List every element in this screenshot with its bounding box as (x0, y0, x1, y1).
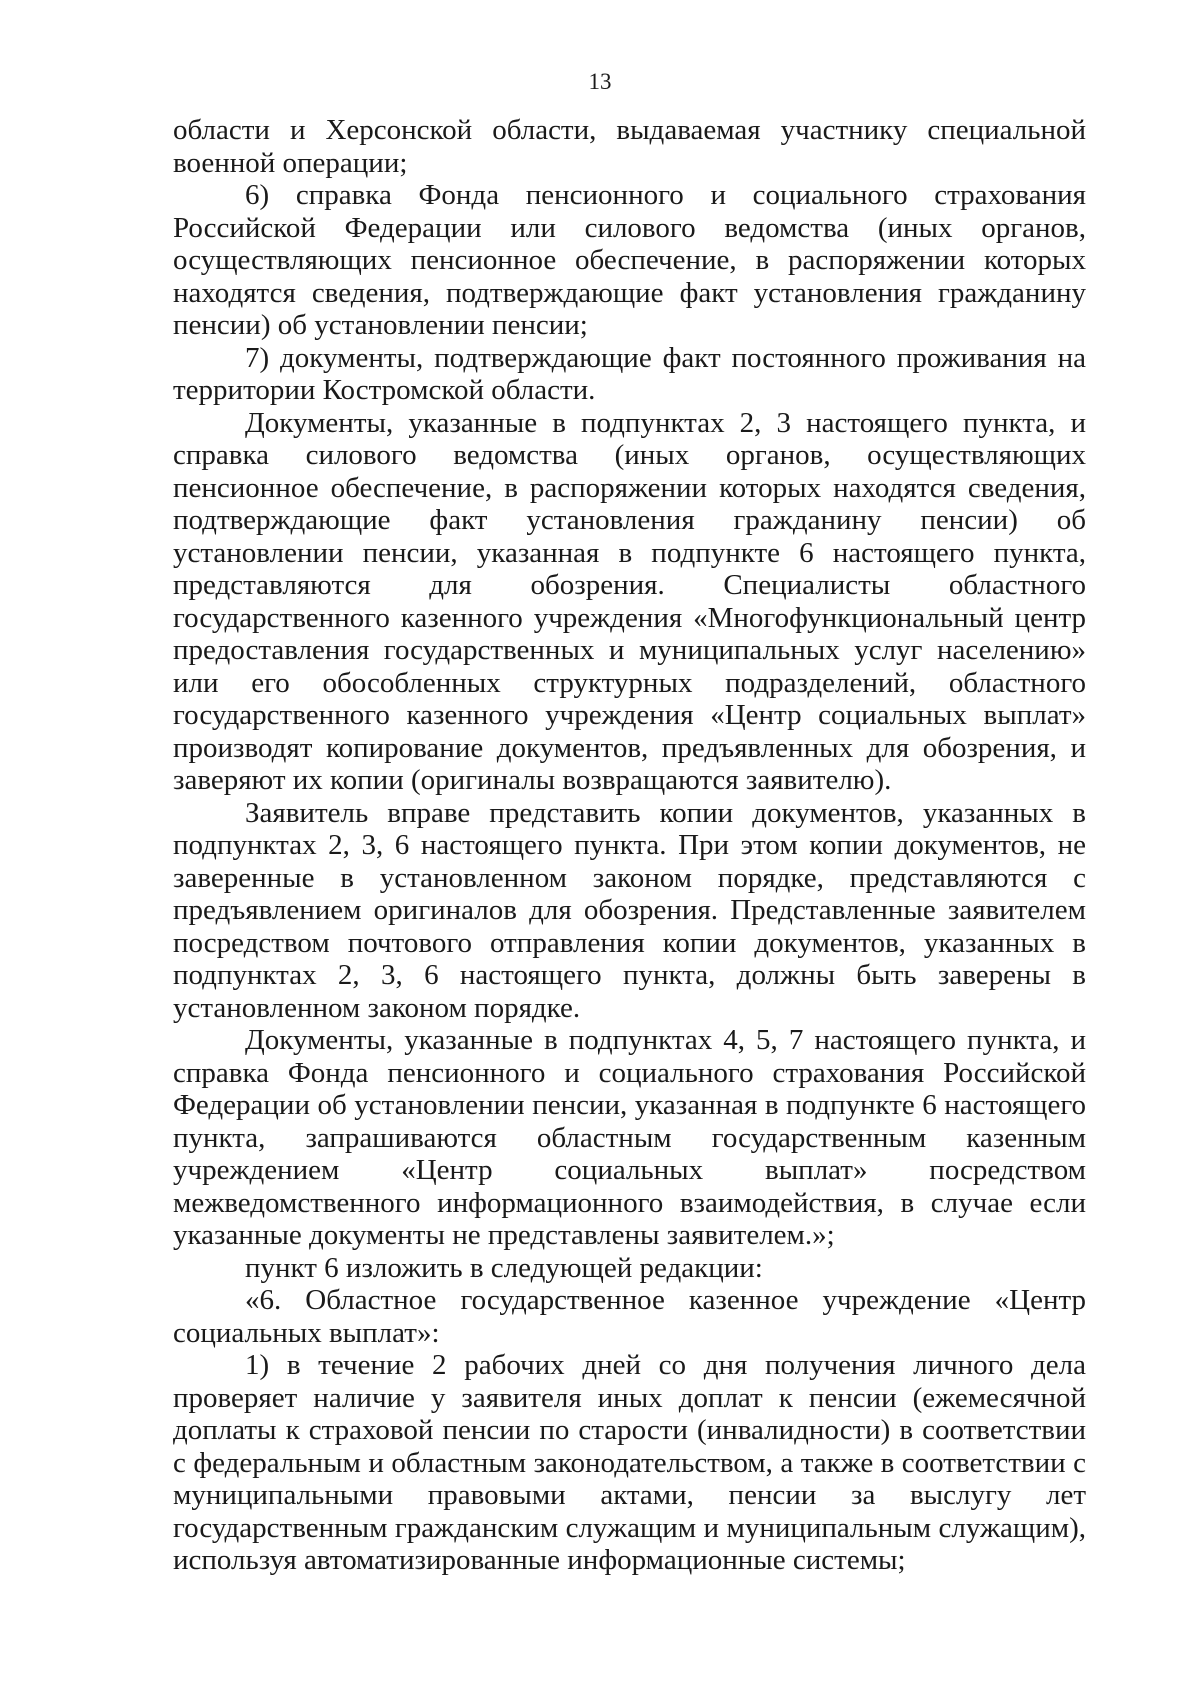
paragraph-item-6: 6) справка Фонда пенсионного и социального страхования Российской Федерации или силового ведомства (иных органов, осуществляющих пенсионное обеспечение, в распоряжении которых находятся сведения, подтверждающие факт установления гражданину пенсии) об установлении пенсии; (173, 179, 1086, 341)
paragraph-documents-review: Документы, указанные в подпунктах 2, 3 настоящего пункта, и справка силового ведомства (иных органов, осуществляющих пенсионное обеспечение, в распоряжении которых находятся сведения, подтверждающие факт установления гражданину пенсии) об установлении пенсии, указанная в подпункте 6 настоящего пункта, представляются для обозрения. Специалисты областного государственного казенного учреждения «Многофункциональный центр предоставления государственных и муниципальных услуг населению» или его обособленных структурных подразделений, областного государственного казенного учреждения «Центр социальных выплат» производят копирование документов, предъявленных для обозрения, и заверяют их копии (оригиналы возвращаются заявителю). (173, 406, 1086, 796)
paragraph-applicant-copies: Заявитель вправе представить копии документов, указанных в подпунктах 2, 3, 6 настоящего пункта. При этом копии документов, не заверенные в установленном законом порядке, представляются с предъявлением оригиналов для обозрения. Представленные заявителем посредством почтового отправления копии документов, указанных в подпунктах 2, 3, 6 настоящего пункта, должны быть заверены в установленном законом порядке. (173, 796, 1086, 1024)
document-body (173, 114, 1086, 1577)
paragraph-continuation: области и Херсонской области, выдаваемая участнику специальной военной операции; (173, 114, 1086, 179)
paragraph-documents-requested: Документы, указанные в подпунктах 4, 5, 7 настоящего пункта, и справка Фонда пенсионного и социального страхования Российской Федерации об установлении пенсии, указанная в подпункте 6 настоящего пункта, запрашиваются областным государственным казенным учреждением «Центр социальных выплат» посредством межведомственного информационного взаимодействия, в случае если указанные документы не представлены заявителем.»; (173, 1024, 1086, 1251)
paragraph-clause-6-item-1: 1) в течение 2 рабочих дней со дня получения личного дела проверяет наличие у заявителя иных доплат к пенсии (ежемесячной доплаты к страховой пенсии по старости (инвалидности) в соответствии с федеральным и областным законодательством, а также в соответствии с муниципальными правовыми актами, пенсии за выслугу лет государственным гражданским служащим и муниципальным служащим), используя автоматизированные информационные системы; (173, 1349, 1086, 1576)
page-number: 13 (588, 69, 612, 94)
paragraph-item-7: 7) документы, подтверждающие факт постоянного проживания на территории Костромской области. (173, 341, 1086, 406)
paragraph-clause-6: «6. Областное государственное казенное учреждение «Центр социальных выплат»: (173, 1284, 1086, 1349)
paragraph-amendment-intro: пункт 6 изложить в следующей редакции: (245, 1251, 763, 1284)
